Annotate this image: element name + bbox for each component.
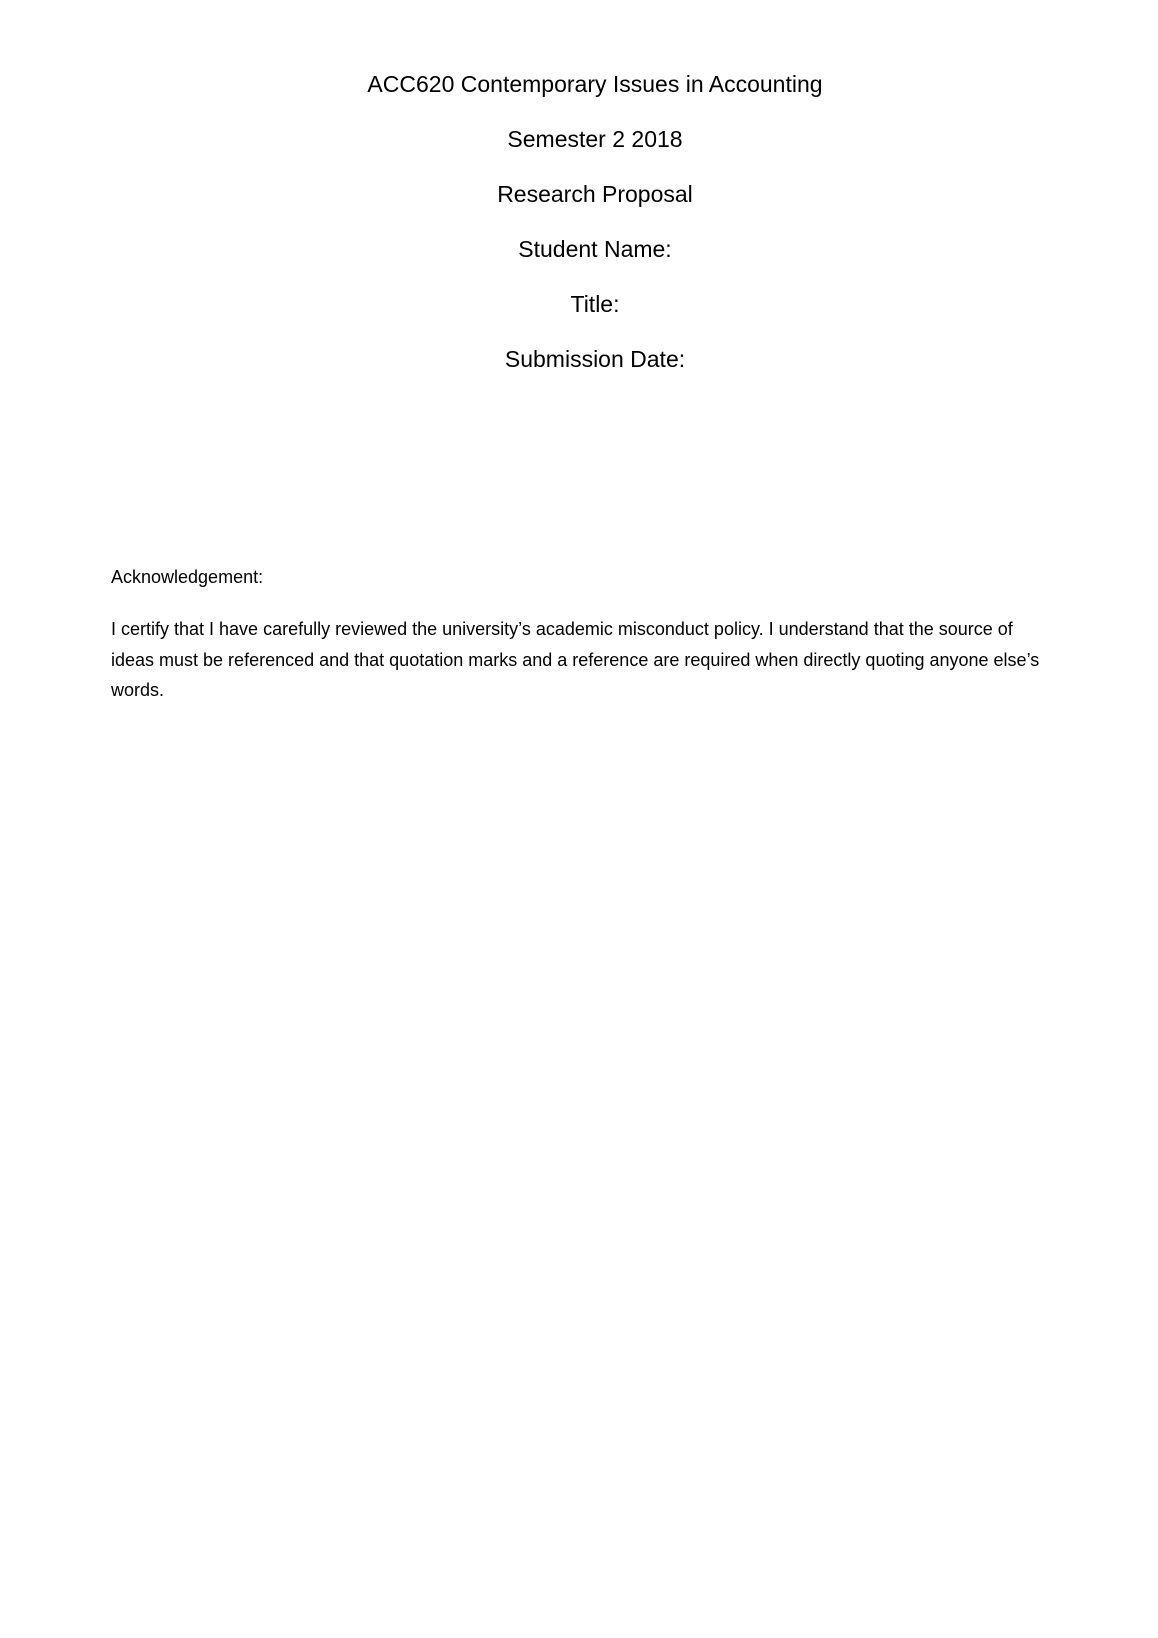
student-name-label: Student Name: — [518, 236, 672, 262]
acknowledgement-paragraph: I certify that I have carefully reviewed the university’s academic misconduct policy. I understand that the source of ideas must be referenced and that quotation marks and a reference are required when directly quoting anyone else’s words. — [111, 619, 1040, 700]
title-label: Title: — [570, 291, 620, 317]
course-title: ACC620 Contemporary Issues in Accounting — [367, 71, 823, 97]
acknowledgement-heading: Acknowledgement: — [111, 567, 264, 587]
semester: Semester 2 2018 — [507, 126, 683, 152]
submission-date-label: Submission Date: — [504, 346, 686, 372]
title-block — [0, 68, 1158, 398]
document-type: Research Proposal — [497, 181, 693, 207]
